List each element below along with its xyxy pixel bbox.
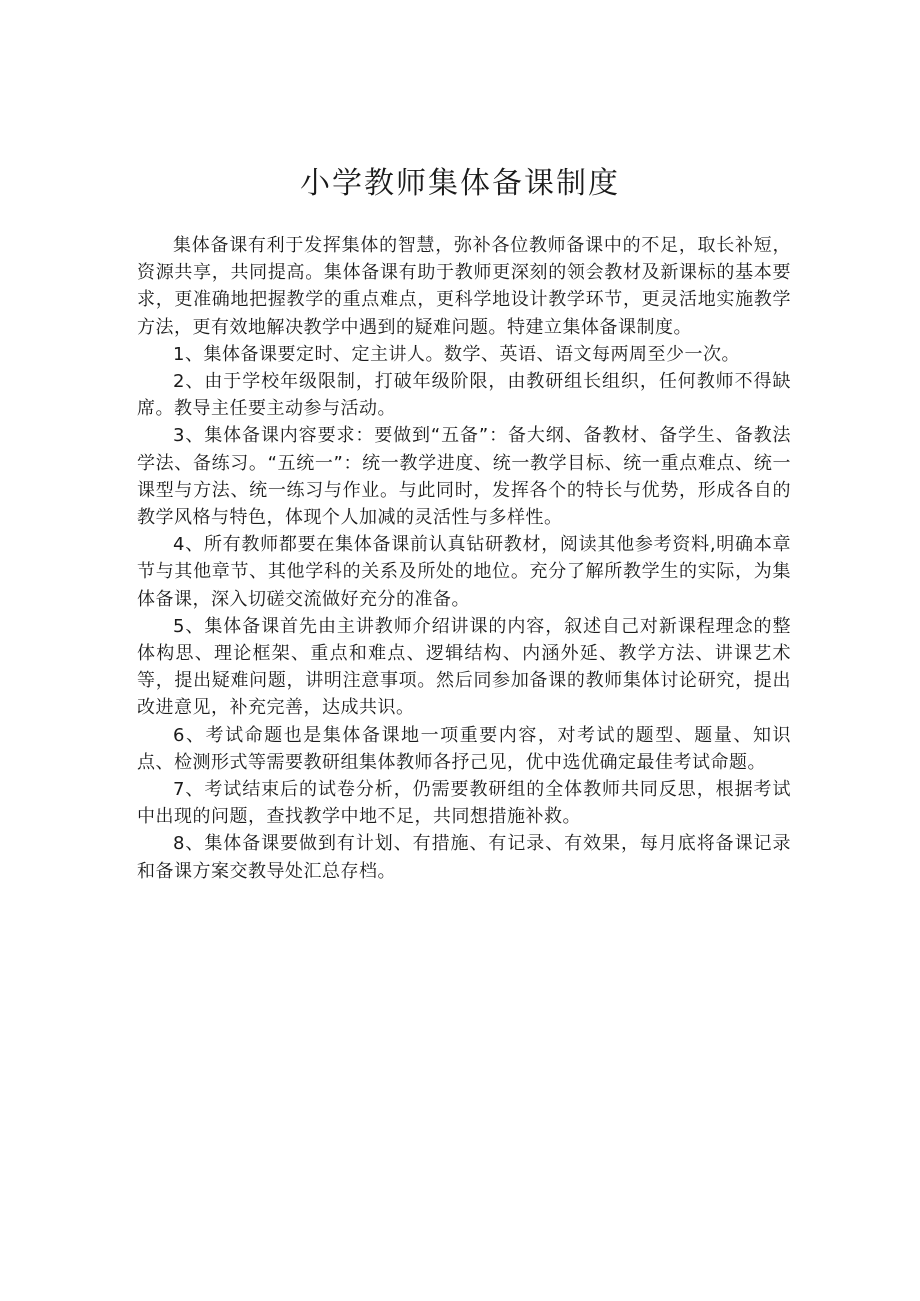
rule-paragraph-5: 5、集体备课首先由主讲教师介绍讲课的内容，叙述自己对新课程理念的整体构思、理论框架、重点和难点、逻辑结构、内涵外延、教学方法、讲课艺术等，提出疑难问题，讲明注意事项。然后同参加备课的教师集体讨论研究，提出改进意见，补充完善，达成共识。 [137,615,791,719]
document-body [137,232,791,885]
rule-paragraph-3: 3、集体备课内容要求：要做到“五备”：备大纲、备教材、备学生、备教法学法、备练习。“五统一”：统一教学进度、统一教学目标、统一重点难点、统一课型与方法、统一练习与作业。与此同时，发挥各个的特长与优势，形成各自的教学风格与特色，体现个人加减的灵活性与多样性。 [137,425,791,529]
rule-paragraph-8: 8、集体备课要做到有计划、有措施、有记录、有效果，每月底将备课记录和备课方案交教导处汇总存档。 [137,833,791,882]
rule-paragraph-4: 4、所有教师都要在集体备课前认真钻研教材，阅读其他参考资料,明确本章节与其他章节、其他学科的关系及所处的地位。充分了解所教学生的实际，为集体备课，深入切磋交流做好充分的准备。 [137,534,791,610]
rule-paragraph-1: 1、集体备课要定时、定主讲人。数学、英语、语文每两周至少一次。 [173,343,740,365]
intro-paragraph: 集体备课有利于发挥集体的智慧，弥补各位教师备课中的不足，取长补短，资源共享，共同提高。集体备课有助于教师更深刻的领会教材及新课标的基本要求，更准确地把握教学的重点难点，更科学地设计教学环节，更灵活地实施教学方法，更有效地解决教学中遇到的疑难问题。特建立集体备课制度。 [137,235,791,338]
page-title: 小学教师集体备课制度 [300,166,620,201]
rule-paragraph-6: 6、考试命题也是集体备课地一项重要内容，对考试的题型、题量、知识点、检测形式等需要教研组集体教师各抒己见，优中选优确定最佳考试命题。 [137,724,791,773]
rule-paragraph-2: 2、由于学校年级限制，打破年级阶限，由教研组长组织，任何教师不得缺席。教导主任要主动参与活动。 [137,371,791,420]
rule-paragraph-7: 7、考试结束后的试卷分析，仍需要教研组的全体教师共同反思，根据考试中出现的问题，查找教学中地不足，共同想措施补救。 [137,779,791,828]
